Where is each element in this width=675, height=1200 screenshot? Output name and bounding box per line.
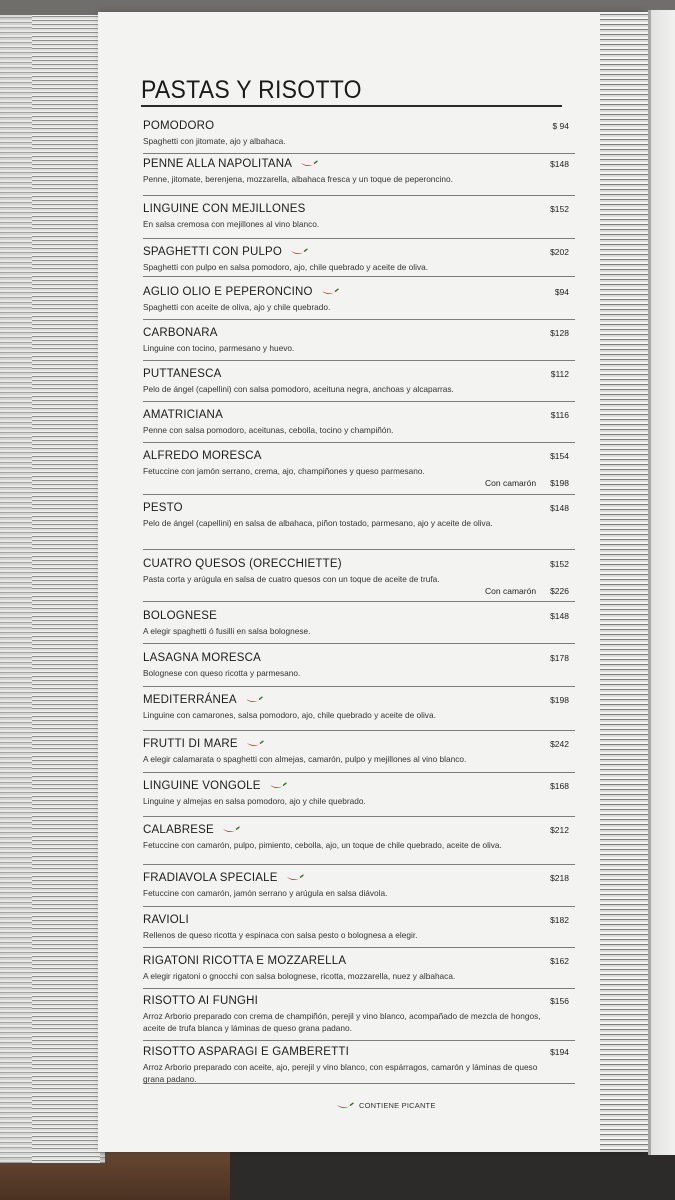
menu-item-price: $178 [550, 653, 569, 663]
menu-item-name: RIGATONI RICOTTA E MOZZARELLA [143, 955, 347, 967]
menu-right-panel [648, 10, 675, 1155]
menu-item-extra [143, 586, 575, 596]
menu-item-price: $148 [550, 611, 569, 621]
spicy-legend [336, 1101, 436, 1110]
menu-item-description: Fetuccine con camarón, pulpo, pimiento, cebolla, ajo, un toque de chile quebrado, aceite de oliva. [143, 840, 502, 850]
menu-item-description: Penne con salsa pomodoro, aceitunas, cebolla, tocino y champiñón. [143, 425, 394, 435]
title-underline [141, 105, 562, 107]
menu-item-price: $152 [550, 559, 569, 569]
extra-label: Con camarón [485, 586, 537, 596]
menu-item-description: Spaghetti con aceite de oliva, ajo y chile quebrado. [143, 302, 331, 312]
menu-item [143, 286, 575, 320]
menu-item-name: LINGUINE CON MEJILLONES [143, 203, 306, 215]
menu-item [143, 158, 575, 196]
menu-left-panel [0, 15, 105, 1163]
menu-item-name: RISOTTO ASPARAGI E GAMBERETTI [143, 1046, 350, 1058]
menu-item-name: RAVIOLI [143, 914, 189, 926]
menu-item-description: Linguine y almejas en salsa pomodoro, ajo y chile quebrado. [143, 796, 366, 806]
menu-item-price: $94 [554, 287, 569, 297]
menu-item-description: Fetuccine con jamón serrano, crema, ajo, champiñones y queso parmesano. [143, 466, 425, 476]
menu-item [143, 780, 575, 817]
menu-item-description: Rellenos de queso ricotta y espinaca con salsa pesto o bolognesa a elegir. [143, 930, 418, 940]
chili-icon [290, 248, 308, 256]
menu-item [143, 824, 575, 865]
menu-item [143, 694, 575, 731]
menu-item-price: $156 [550, 996, 569, 1006]
chili-icon [336, 1102, 354, 1110]
menu-item-description: Fetuccine con camarón, jamón serrano y arúgula en salsa diávola. [143, 888, 388, 898]
menu-item [143, 246, 575, 277]
menu-item-name: BOLOGNESE [143, 610, 218, 622]
menu-item-price: $128 [550, 328, 569, 338]
menu-item-name: ALFREDO MORESCA [143, 450, 262, 462]
menu-item-price: $148 [550, 159, 569, 169]
chili-icon [269, 782, 287, 790]
spicy-legend-label: CONTIENE PICANTE [359, 1101, 436, 1110]
chili-icon [222, 826, 240, 834]
menu-item [143, 955, 575, 989]
menu-item-name: CARBONARA [143, 327, 218, 339]
menu-item [143, 995, 575, 1041]
chili-icon [321, 288, 339, 296]
menu-item-name: PENNE ALLA NAPOLITANA [143, 158, 293, 170]
menu-item-description: Spaghetti con jitomate, ajo y albahaca. [143, 136, 286, 146]
menu-item [143, 914, 575, 948]
menu-item-price: $182 [550, 915, 569, 925]
menu-item-description: Bolognese con queso ricotta y parmesano. [143, 668, 301, 678]
menu-item-description: Pelo de ángel (capellini) con salsa pomodoro, aceituna negra, anchoas y alcaparras. [143, 384, 454, 394]
menu-item-name: SPAGHETTI CON PULPO [143, 246, 283, 258]
menu-item-name: PESTO [143, 502, 183, 514]
menu-item-description: A elegir rigatoni o gnocchi con salsa bolognese, ricotta, mozzarella, nuez y albahaca. [143, 971, 456, 981]
menu-item-description: A elegir calamarata o spaghetti con almejas, camarón, pulpo y mejillones al vino blanco. [143, 754, 467, 764]
menu-item [143, 368, 575, 402]
menu-item-description: A elegir spaghetti ó fusilli en salsa bolognese. [143, 626, 311, 636]
menu-item [143, 738, 575, 773]
menu-item-price: $168 [550, 781, 569, 791]
section-title: PASTAS Y RISOTTO [141, 76, 362, 104]
menu-item-name: FRADIAVOLA SPECIALE [143, 872, 278, 884]
menu-item-description: Arroz Arborio preparado con aceite, ajo, perejil y vino blanco, con espárragos, camarón y láminas de queso grana padano. [143, 1062, 538, 1084]
menu-item-name: CUATRO QUESOS (ORECCHIETTE) [143, 558, 342, 570]
menu-item [143, 502, 575, 550]
menu-item [143, 652, 575, 687]
chili-icon [286, 874, 304, 882]
menu-item-description: Spaghetti con pulpo en salsa pomodoro, ajo, chile quebrado y aceite de oliva. [143, 262, 429, 272]
menu-item [143, 450, 575, 495]
menu-item-price: $112 [550, 369, 569, 379]
menu-item-name: LASAGNA MORESCA [143, 652, 262, 664]
menu-item-price: $218 [550, 873, 569, 883]
chili-icon [245, 696, 263, 704]
menu-item-price: $154 [550, 451, 569, 461]
menu-item-description: Pelo de ángel (capellini) en salsa de albahaca, piñon tostado, parmesano, ajo y aceite de oliva. [143, 518, 493, 528]
menu-item-name: CALABRESE [143, 824, 214, 836]
menu-item [143, 327, 575, 361]
menu-item [143, 610, 575, 644]
extra-label: Con camarón [485, 478, 537, 488]
menu-item-description: Linguine con camarones, salsa pomodoro, ajo, chile quebrado y aceite de oliva. [143, 710, 436, 720]
menu-item-description: Pasta corta y arúgula en salsa de cuatro quesos con un toque de aceite de trufa. [143, 574, 440, 584]
menu-item-description: Penne, jitomate, berenjena, mozzarella, albahaca fresca y un toque de peperoncino. [143, 174, 453, 184]
menu-item-price: $212 [550, 825, 569, 835]
menu-item-price: $148 [550, 503, 569, 513]
menu-item [143, 558, 575, 602]
chili-icon [300, 160, 318, 168]
menu-item-extra [143, 478, 575, 488]
menu-item [143, 1046, 575, 1084]
menu-item-price: $202 [550, 247, 569, 257]
chili-icon [246, 740, 264, 748]
menu-page-stripe [600, 12, 648, 1152]
extra-price: $226 [550, 586, 569, 596]
menu-item-name: POMODORO [143, 120, 215, 132]
menu-item-description: Arroz Arborio preparado con crema de champiñón, perejil y vino blanco, acompañado de mezcla de hongos, aceite de trufa blanca y láminas de queso grana padano. [143, 1011, 541, 1033]
menu-item [143, 203, 575, 239]
menu-item-name: PUTTANESCA [143, 368, 222, 380]
menu-left-stripe [32, 15, 100, 1163]
menu-item-price: $194 [550, 1047, 569, 1057]
menu-item-price: $242 [550, 739, 569, 749]
menu-item-name: FRUTTI DI MARE [143, 738, 238, 750]
extra-price: $198 [550, 478, 569, 488]
menu-item-name: LINGUINE VONGOLE [143, 780, 261, 792]
menu-item [143, 409, 575, 443]
menu-item-name: AGLIO OLIO E PEPERONCINO [143, 286, 313, 298]
menu-item [143, 120, 575, 154]
menu-item-name: RISOTTO AI FUNGHI [143, 995, 259, 1007]
menu-item-name: AMATRICIANA [143, 409, 223, 421]
menu-item-name: MEDITERRÁNEA [143, 694, 237, 706]
menu-item-price: $198 [550, 695, 569, 705]
menu-item-price: $116 [550, 410, 569, 420]
menu-item-description: En salsa cremosa con mejillones al vino blanco. [143, 219, 320, 229]
menu-item-price: $162 [550, 956, 569, 966]
menu-item-price: $152 [550, 204, 569, 214]
menu-item [143, 872, 575, 907]
menu-item-price: $ 94 [552, 121, 569, 131]
menu-item-description: Linguine con tocino, parmesano y huevo. [143, 343, 295, 353]
